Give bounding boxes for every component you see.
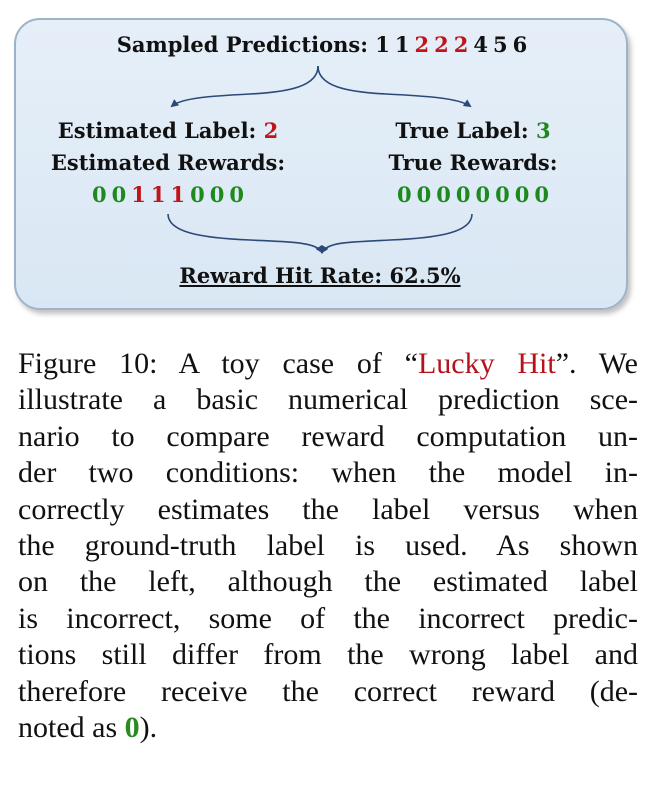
true-reward-digit: 0 xyxy=(534,182,549,207)
estimated-label xyxy=(58,118,278,144)
true-reward-digit: 0 xyxy=(436,182,451,207)
caption-text: ). xyxy=(139,711,158,745)
caption-line: on the left, although the estimated label xyxy=(18,565,638,599)
caption-line: illustrate a basic numerical prediction sce- xyxy=(18,383,638,417)
caption-line: tions still differ from the wrong label and xyxy=(18,638,638,672)
estimated-reward-digit: 0 xyxy=(209,182,225,207)
sampled-predictions xyxy=(117,32,528,58)
caption-line: der two conditions: when the model in- xyxy=(18,456,638,490)
true-label-value: 3 xyxy=(535,118,551,143)
caption-line: nario to compare reward computation un- xyxy=(18,419,638,453)
estimated-reward-digit: 1 xyxy=(170,182,186,207)
true-reward-digit: 0 xyxy=(416,182,432,207)
estimated-reward-digit: 0 xyxy=(229,182,244,207)
caption-line xyxy=(18,710,638,746)
sampled-predictions-label: Sampled Predictions: xyxy=(116,32,368,57)
caption-line: is incorrect, some of the incorrect predic- xyxy=(18,601,638,635)
caption-line: the ground-truth label is used. As shown xyxy=(18,529,638,563)
estimated-rewards-values xyxy=(92,182,244,208)
caption-line: therefore receive the correct reward (de- xyxy=(18,674,638,708)
estimated-reward-digit: 1 xyxy=(150,182,166,207)
true-rewards-values xyxy=(397,182,549,208)
true-reward-digit: 0 xyxy=(495,182,510,207)
caption-line xyxy=(18,346,638,382)
sampled-prediction-digit: 5 xyxy=(493,32,508,57)
caption-text: Figure 10: A toy case of “ xyxy=(18,347,418,380)
sampled-predictions-values xyxy=(375,32,527,57)
sampled-prediction-digit: 4 xyxy=(473,32,489,57)
sampled-prediction-digit: 1 xyxy=(375,32,390,57)
true-reward-digit: 0 xyxy=(514,182,530,207)
true-reward-digit: 0 xyxy=(475,182,491,207)
true-label-title: True Label: xyxy=(395,118,529,143)
true-reward-digit: 0 xyxy=(397,182,412,207)
estimated-reward-digit: 1 xyxy=(131,182,146,207)
reward-hit-rate: Reward Hit Rate: 62.5% xyxy=(179,263,461,288)
caption-text: ”. We xyxy=(555,347,638,380)
sampled-prediction-digit: 2 xyxy=(434,32,449,57)
estimated-label-title: Estimated Label: xyxy=(57,118,257,143)
caption-zero-highlight: 0 xyxy=(124,711,140,745)
estimated-label-value: 2 xyxy=(263,118,279,143)
estimated-reward-digit: 0 xyxy=(111,182,127,207)
estimated-rewards-title: Estimated Rewards: xyxy=(50,150,286,175)
caption-text: noted as xyxy=(18,711,125,745)
true-label xyxy=(395,118,550,144)
sampled-prediction-digit: 6 xyxy=(512,32,528,57)
sampled-prediction-digit: 1 xyxy=(394,32,410,57)
true-reward-digit: 0 xyxy=(455,182,471,207)
caption-lucky-hit-highlight: Lucky Hit xyxy=(417,347,556,380)
sampled-prediction-digit: 2 xyxy=(414,32,430,57)
true-rewards-title: True Rewards: xyxy=(388,150,558,175)
caption-line: correctly estimates the label versus when xyxy=(18,492,638,526)
estimated-reward-digit: 0 xyxy=(92,182,107,207)
estimated-reward-digit: 0 xyxy=(190,182,205,207)
sampled-prediction-digit: 2 xyxy=(453,32,469,57)
figure-caption xyxy=(18,346,638,746)
